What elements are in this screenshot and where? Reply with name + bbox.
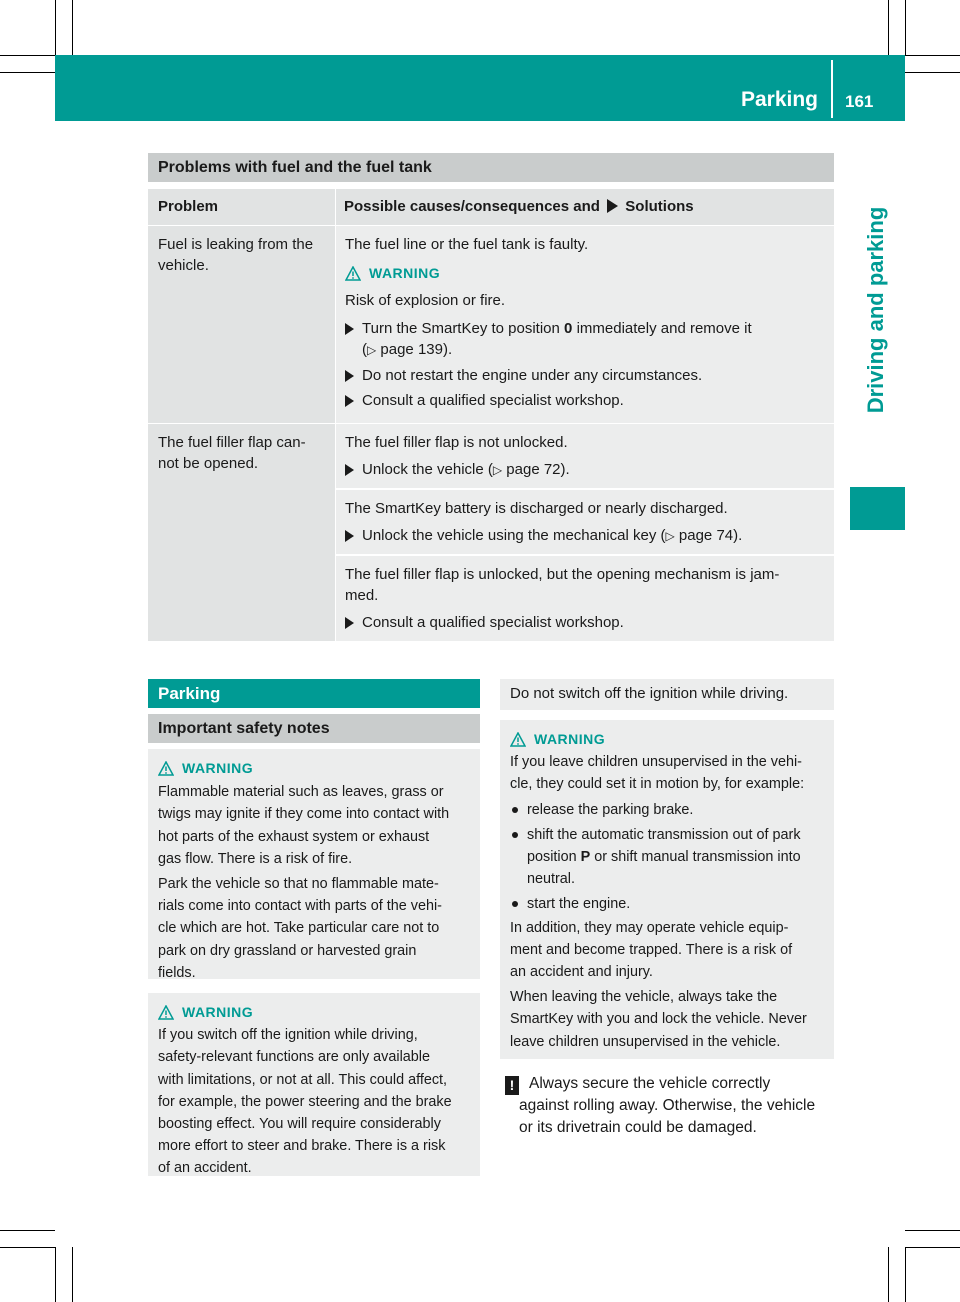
list-item-text: position xyxy=(527,849,577,866)
instruction-step xyxy=(345,390,824,411)
crop-mark xyxy=(0,72,55,73)
text-line: an accident and injury. xyxy=(510,964,653,981)
crop-mark xyxy=(905,1247,960,1248)
chapter-tab-label: Driving and parking xyxy=(863,206,888,414)
text-line: cle which are hot. Take particular care not to xyxy=(158,920,440,937)
page-ref-link[interactable]: page 74). xyxy=(674,527,743,544)
text-line: When leaving the vehicle, always take the xyxy=(510,989,778,1006)
crop-mark xyxy=(888,1247,889,1302)
warning-label: WARNING xyxy=(534,731,606,747)
text-line: If you leave children unsupervised in the vehi- xyxy=(510,754,802,771)
instruction-step xyxy=(345,525,824,547)
crop-mark xyxy=(905,1247,906,1302)
warning-label: WARNING xyxy=(182,1004,254,1020)
step-text: Unlock the vehicle using the mechanical key ( xyxy=(362,527,666,544)
warning-text xyxy=(510,986,826,1053)
crop-mark xyxy=(905,1230,960,1231)
text-line: Park the vehicle so that no flammable mate- xyxy=(158,876,439,893)
warning-triangle-icon xyxy=(158,761,174,776)
page-ref-icon: ▷ xyxy=(665,529,675,543)
warning-text xyxy=(158,1024,472,1179)
step-text: Do not restart the engine under any circumstances. xyxy=(362,367,703,384)
warning-label: WARNING xyxy=(182,760,254,776)
crop-mark xyxy=(72,1247,73,1302)
text-line: ment and become trapped. There is a risk of xyxy=(510,941,793,958)
warning-box xyxy=(148,749,480,979)
crop-mark xyxy=(888,0,889,55)
header-divider xyxy=(831,60,833,118)
step-arrow-icon xyxy=(345,530,354,542)
note-text-line: Always secure the vehicle correctly xyxy=(529,1075,771,1092)
text-line: of an accident. xyxy=(158,1160,252,1177)
text-line: safety-relevant functions are only available xyxy=(158,1049,430,1066)
warning-triangle-icon xyxy=(158,1005,174,1020)
step-text: Consult a qualified specialist workshop. xyxy=(362,614,624,631)
cause-text-line: med. xyxy=(345,587,379,604)
instruction-step xyxy=(345,365,824,386)
warning-heading xyxy=(158,757,472,779)
warning-triangle-icon xyxy=(345,266,361,281)
subsection-title: Important safety notes xyxy=(148,714,480,743)
page-number: 161 xyxy=(845,92,874,111)
text-line: more effort to steer and brake. There is a risk xyxy=(158,1138,446,1155)
column-header-solutions-label-post: Solutions xyxy=(625,198,694,215)
step-arrow-icon xyxy=(345,370,354,382)
problem-text-line: not be opened. xyxy=(158,455,259,472)
cause-text: The SmartKey battery is discharged or nearly discharged. xyxy=(345,500,728,517)
solution-cell xyxy=(336,226,834,423)
list-item xyxy=(510,893,826,915)
bullet-icon xyxy=(512,832,518,838)
text-line: fields. xyxy=(158,964,196,981)
warning-heading xyxy=(158,1001,472,1023)
crop-mark xyxy=(0,1247,55,1248)
list-item-text: start the engine. xyxy=(527,896,631,913)
step-text: Consult a qualified specialist workshop. xyxy=(362,392,624,409)
warning-box xyxy=(500,720,834,1059)
warning-text xyxy=(510,751,826,795)
warning-text xyxy=(158,873,472,984)
bullet-icon xyxy=(512,901,518,907)
solution-cell xyxy=(336,424,834,488)
cause-text-line: The fuel filler flap is unlocked, but the opening mechanism is jam- xyxy=(345,566,780,583)
step-arrow-icon xyxy=(345,395,354,407)
note-text-line: or its drivetrain could be damaged. xyxy=(519,1119,757,1136)
instruction-step xyxy=(345,612,824,633)
cause-text xyxy=(345,564,824,606)
crop-mark xyxy=(55,0,56,55)
page-ref-link[interactable]: page 139). xyxy=(376,341,453,358)
crop-mark xyxy=(905,55,960,56)
list-item xyxy=(510,799,826,821)
text-line: If you switch off the ignition while driving, xyxy=(158,1027,418,1044)
warning-box xyxy=(148,993,480,1176)
text-line: In addition, they may operate vehicle equip- xyxy=(510,919,789,936)
column-header-problem-label: Problem xyxy=(158,198,219,215)
page-ref-link[interactable]: page 72). xyxy=(502,461,570,478)
crop-mark xyxy=(905,72,960,73)
step-text: Unlock the vehicle ( xyxy=(362,461,493,478)
crop-mark xyxy=(55,1247,56,1302)
ignition-note: Do not switch off the ignition while driving. xyxy=(510,685,789,702)
header-section-title: Parking xyxy=(740,88,818,111)
warning-heading xyxy=(510,728,826,750)
warning-text xyxy=(158,781,472,870)
problem-text xyxy=(158,432,325,474)
problem-text-line: The fuel filler flap can- xyxy=(158,434,306,451)
warning-heading xyxy=(345,263,824,284)
instruction-step xyxy=(345,318,824,361)
list-item-text: neutral. xyxy=(527,871,575,888)
info-box xyxy=(500,679,834,710)
crop-mark xyxy=(72,0,73,55)
solution-cell xyxy=(336,490,834,554)
text-line: park on dry grassland or harvested grain xyxy=(158,942,417,959)
crop-mark xyxy=(0,1230,55,1231)
cause-text: The fuel line or the fuel tank is faulty. xyxy=(345,236,589,253)
page-ref-icon: ▷ xyxy=(367,343,377,357)
column-header-solutions xyxy=(336,189,834,225)
text-line: cle, they could set it in motion by, for example: xyxy=(510,776,805,793)
instruction-step xyxy=(345,459,824,481)
step-arrow-icon xyxy=(345,464,354,476)
text-line: for example, the power steering and the brake xyxy=(158,1093,452,1110)
damage-note xyxy=(505,1073,835,1139)
table-title: Problems with fuel and the fuel tank xyxy=(148,153,834,182)
chapter-tab-marker xyxy=(850,487,905,530)
text-line: SmartKey with you and lock the vehicle. Never xyxy=(510,1011,807,1028)
crop-mark xyxy=(905,0,906,55)
text-line: rials come into contact with parts of the vehi- xyxy=(158,898,442,915)
step-text: Turn the SmartKey to position xyxy=(362,320,560,337)
solution-cell xyxy=(336,556,834,641)
key-position: 0 xyxy=(564,320,573,337)
section-title: Parking xyxy=(148,679,480,708)
list-item-text: release the parking brake. xyxy=(527,801,694,818)
step-text: immediately and remove it xyxy=(576,320,752,337)
text-line: gas flow. There is a risk of fire. xyxy=(158,850,353,867)
text-line: with limitations, or not at all. This could affect, xyxy=(158,1071,448,1088)
warning-label: WARNING xyxy=(369,265,441,281)
exclamation-icon: ! xyxy=(505,1076,519,1095)
problem-text: Fuel is leaking from the vehicle. xyxy=(158,236,314,274)
list-item xyxy=(510,824,826,891)
step-arrow-icon xyxy=(345,617,354,629)
step-arrow-icon xyxy=(345,323,354,335)
text-line: Flammable material such as leaves, grass or xyxy=(158,784,444,801)
column-header-solutions-label-pre: Possible causes/consequences and xyxy=(344,198,600,215)
list-item-text: or shift manual transmission into xyxy=(594,849,801,866)
bullet-icon xyxy=(512,807,518,813)
text-line: boosting effect. You will require considerably xyxy=(158,1116,441,1133)
column-header-problem xyxy=(148,189,335,225)
play-arrow-icon xyxy=(607,199,618,213)
gear-position: P xyxy=(580,849,591,866)
warning-triangle-icon xyxy=(510,732,526,747)
warning-text xyxy=(510,917,826,984)
note-text-line: against rolling away. Otherwise, the vehicle xyxy=(519,1097,816,1114)
table-row xyxy=(148,424,335,641)
page-ref-icon: ▷ xyxy=(492,463,503,477)
table-row xyxy=(148,226,335,423)
list-item-text: shift the automatic transmission out of park xyxy=(527,826,801,843)
cause-text: The fuel filler flap is not unlocked. xyxy=(345,434,568,451)
text-line: twigs may ignite if they come into contact with xyxy=(158,806,450,823)
text-line: leave children unsupervised in the vehicle. xyxy=(510,1033,781,1050)
crop-mark xyxy=(0,55,55,56)
text-line: hot parts of the exhaust system or exhaust xyxy=(158,828,430,845)
warning-text: Risk of explosion or fire. xyxy=(345,292,506,309)
page-ref-open: ( xyxy=(362,341,367,358)
